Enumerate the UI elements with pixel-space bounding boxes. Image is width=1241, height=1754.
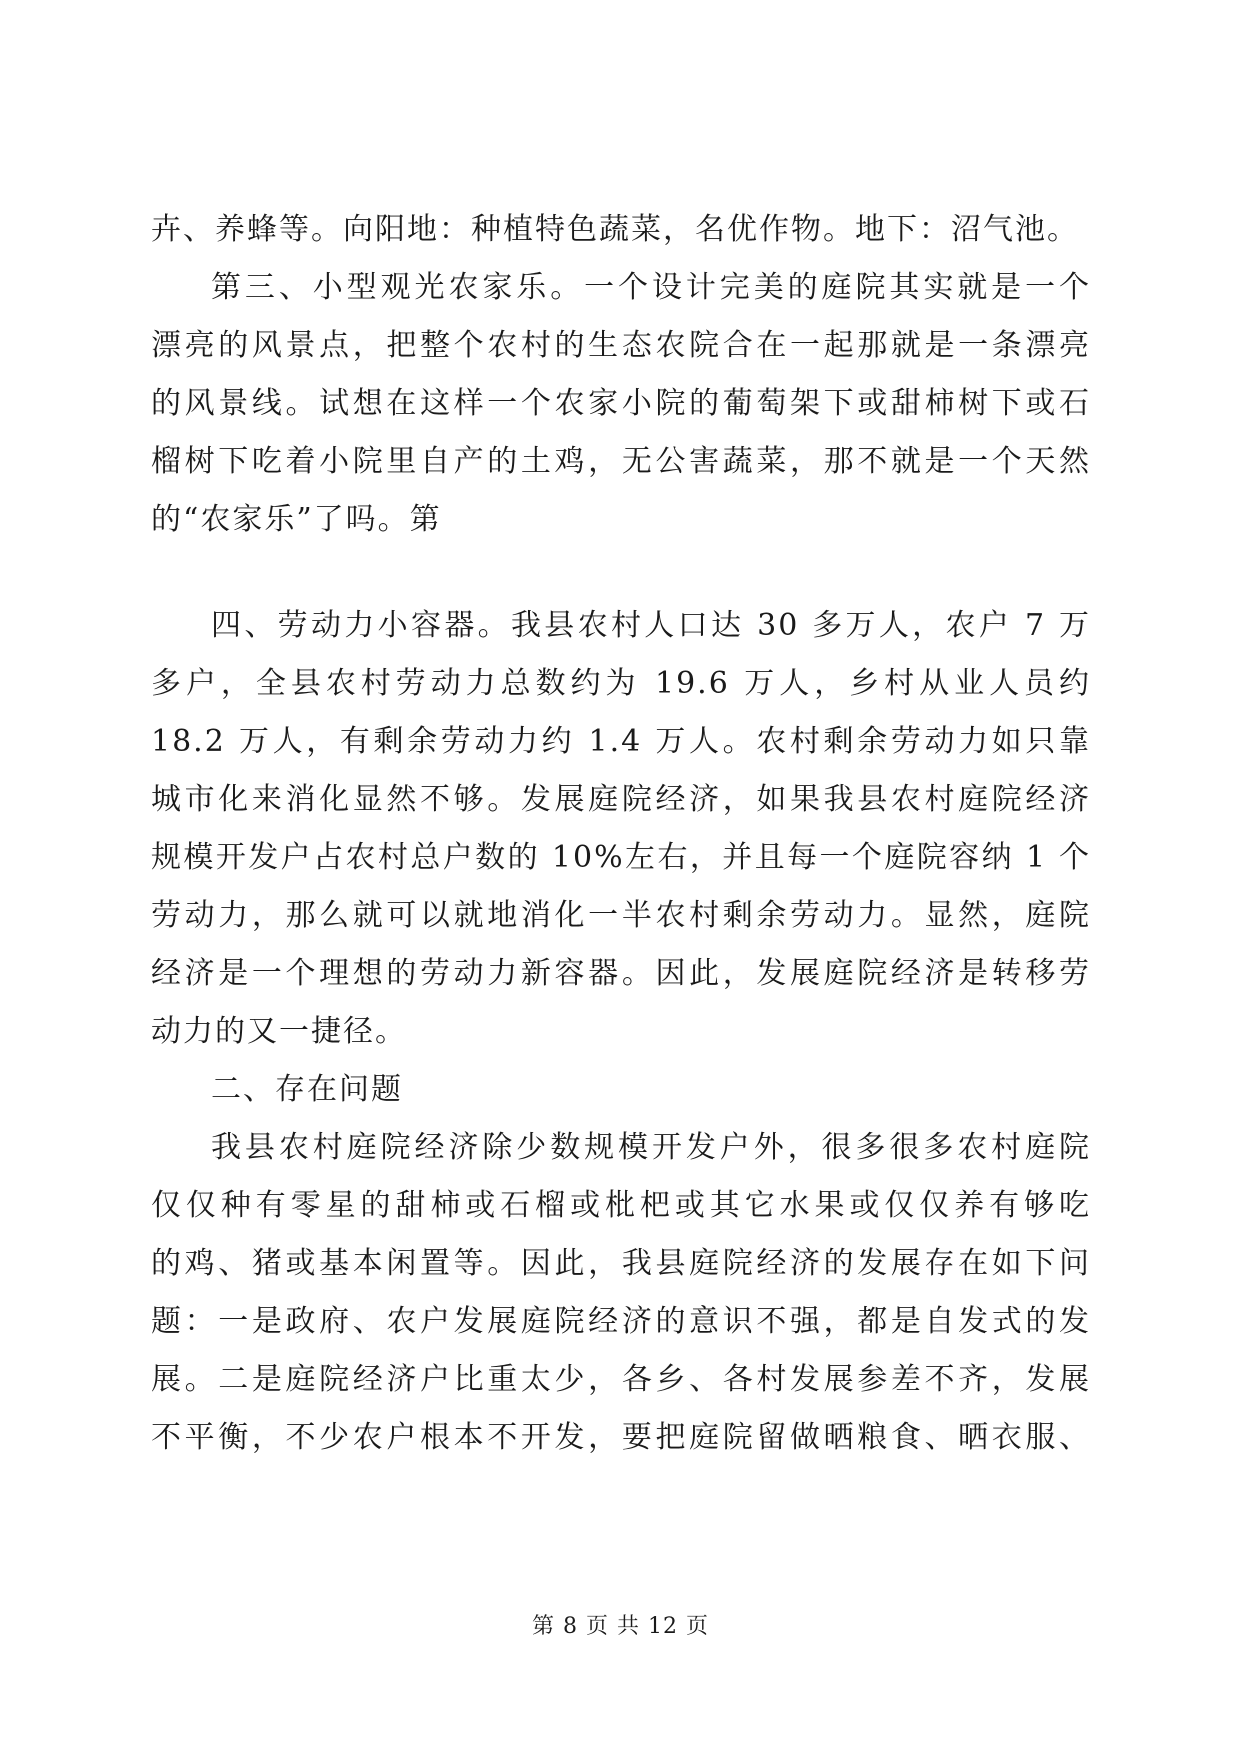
body-line: 多户，全县农村劳动力总数约为 19.6 万人，乡村从业人员约 — [151, 666, 1091, 701]
page-number-footer: 第 8 页 共 12 页 — [532, 1614, 709, 1639]
body-line: 展。二是庭院经济户比重太少，各乡、各村发展参差不齐，发展 — [151, 1362, 1091, 1397]
body-line: 的“农家乐”了吗。第 — [151, 502, 442, 537]
section-heading: 二、存在问题 — [211, 1072, 403, 1107]
body-line: 题：一是政府、农户发展庭院经济的意识不强，都是自发式的发 — [151, 1304, 1091, 1339]
body-line: 我县农村庭院经济除少数规模开发户外，很多很多农村庭院 — [211, 1130, 1091, 1165]
body-line: 动力的又一捷径。 — [151, 1014, 407, 1049]
body-line: 榴树下吃着小院里自产的土鸡，无公害蔬菜，那不就是一个天然 — [151, 444, 1091, 479]
body-line: 漂亮的风景点，把整个农村的生态农院合在一起那就是一条漂亮 — [151, 328, 1091, 363]
body-line: 卉、养蜂等。向阳地：种植特色蔬菜，名优作物。地下：沼气池。 — [151, 212, 1079, 247]
body-line: 不平衡，不少农户根本不开发，要把庭院留做晒粮食、晒衣服、 — [151, 1420, 1091, 1455]
body-line: 第三、小型观光农家乐。一个设计完美的庭院其实就是一个 — [211, 270, 1091, 305]
body-line: 经济是一个理想的劳动力新容器。因此，发展庭院经济是转移劳 — [151, 956, 1091, 991]
body-line: 劳动力，那么就可以就地消化一半农村剩余劳动力。显然，庭院 — [151, 898, 1091, 933]
body-line: 的风景线。试想在这样一个农家小院的葡萄架下或甜柿树下或石 — [151, 386, 1091, 421]
body-line: 仅仅种有零星的甜柿或石榴或枇杷或其它水果或仅仅养有够吃 — [151, 1188, 1091, 1223]
body-line: 18.2 万人，有剩余劳动力约 1.4 万人。农村剩余劳动力如只靠 — [151, 724, 1091, 759]
body-line: 的鸡、猪或基本闲置等。因此，我县庭院经济的发展存在如下问 — [151, 1246, 1091, 1281]
body-line: 规模开发户占农村总户数的 10%左右，并且每一个庭院容纳 1 个 — [151, 840, 1091, 875]
body-line: 城市化来消化显然不够。发展庭院经济，如果我县农村庭院经济 — [151, 782, 1091, 817]
body-line: 四、劳动力小容器。我县农村人口达 30 多万人，农户 7 万 — [211, 608, 1091, 643]
